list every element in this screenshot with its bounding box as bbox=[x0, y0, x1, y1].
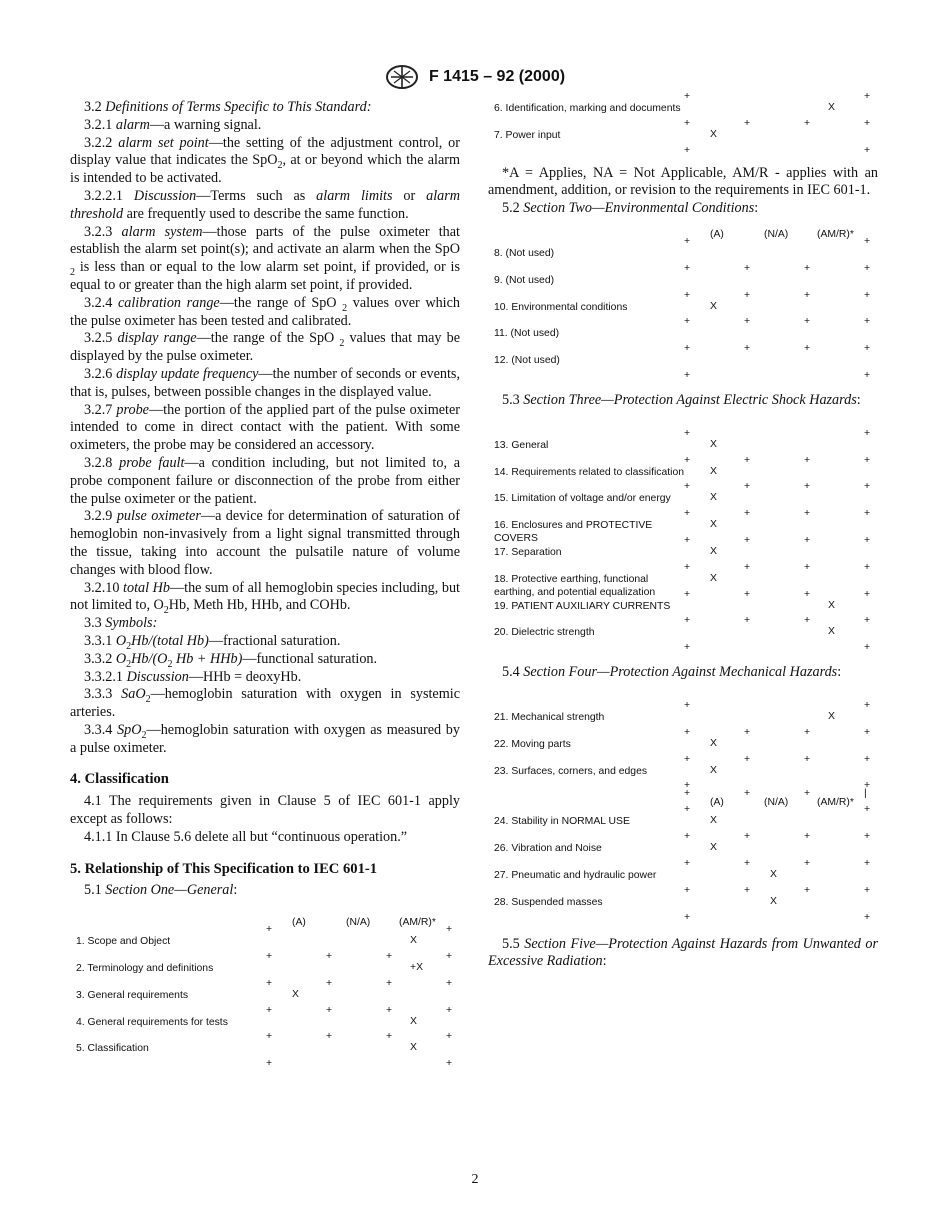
row-mark: X bbox=[710, 300, 717, 312]
section-heading: 4. Classification bbox=[70, 771, 169, 788]
row-mark: X bbox=[410, 935, 417, 947]
para: 4.1.1 In Clause 5.6 delete all but “continuous operation.” bbox=[84, 828, 408, 845]
plus-mark: + bbox=[864, 508, 871, 520]
compliance-table-section-four-a bbox=[488, 699, 878, 792]
plus-mark: + bbox=[684, 911, 691, 923]
column-header-na: (N/A) bbox=[764, 797, 789, 809]
para: 5.5 Section Five—Protection Against Hazards from Unwanted or Excessive Radiation: bbox=[488, 935, 879, 970]
row-mark: X bbox=[710, 572, 717, 584]
para: 3.3.1 $O_2Hb/(total$ Hb)—fractional saturation. bbox=[84, 632, 341, 652]
plus-mark: + bbox=[684, 289, 691, 301]
plus-mark: + bbox=[804, 753, 811, 765]
row-mark: X bbox=[828, 626, 835, 638]
row-label: 11. (Not used) bbox=[494, 328, 560, 340]
table-row bbox=[488, 434, 878, 461]
row-mark: X bbox=[710, 465, 717, 477]
row-mark: X bbox=[410, 1015, 417, 1027]
plus-mark: + bbox=[266, 1031, 273, 1043]
row-mark: X bbox=[710, 438, 717, 450]
column-header-a: (A) bbox=[710, 797, 724, 809]
table-row bbox=[488, 322, 878, 349]
row-label: 12. (Not used) bbox=[494, 355, 560, 367]
para: 3.3.2.1 Discussion—HHb = deoxyHb. bbox=[84, 668, 302, 685]
plus-mark: + bbox=[326, 1031, 333, 1043]
section-heading: 5. Relationship of This Specification to IEC 601-1 bbox=[70, 860, 378, 877]
plus-mark: + bbox=[266, 924, 273, 936]
plus-mark: + bbox=[684, 615, 691, 627]
row-label: 26. Vibration and Noise bbox=[494, 843, 602, 855]
plus-mark: + bbox=[744, 561, 751, 573]
para: 5.4 Section Four—Protection Against Mechanical Hazards: bbox=[502, 664, 842, 681]
table-row bbox=[488, 487, 878, 514]
row-label: 3. General requirements bbox=[76, 989, 189, 1001]
column-header-amr: (AM/R)* bbox=[399, 917, 436, 929]
plus-mark: + bbox=[804, 262, 811, 274]
table-header-row bbox=[488, 794, 878, 810]
plus-mark: + bbox=[266, 977, 273, 989]
row-mark: X bbox=[770, 895, 777, 907]
table-row bbox=[488, 461, 878, 488]
plus-mark: + bbox=[864, 588, 871, 600]
compliance-table-section-one bbox=[70, 914, 460, 1070]
column-header-na: (N/A) bbox=[764, 228, 789, 240]
plus-mark: + bbox=[804, 788, 811, 800]
plus-mark: + bbox=[684, 726, 691, 738]
plus-mark: + bbox=[804, 884, 811, 896]
plus-mark: + bbox=[684, 117, 691, 129]
plus-mark: + bbox=[864, 481, 871, 493]
compliance-table-section-three bbox=[488, 427, 878, 654]
row-label: 16. Enclosures and PROTECTIVE COVERS bbox=[494, 520, 653, 545]
plus-mark: + bbox=[864, 780, 871, 792]
plus-mark: + bbox=[864, 117, 871, 129]
para: 5.1 Section One—General: bbox=[84, 882, 238, 899]
row-label: 21. Mechanical strength bbox=[494, 711, 605, 723]
para: 3.3.2 $O_2Hb/(O_2$ Hb + HHb)—functional saturation. bbox=[84, 650, 378, 670]
row-mark: X bbox=[710, 128, 717, 140]
page-header bbox=[0, 64, 950, 90]
plus-mark: + bbox=[864, 454, 871, 466]
plus-mark: + bbox=[804, 561, 811, 573]
row-mark: X bbox=[710, 737, 717, 749]
plus-mark: + bbox=[804, 316, 811, 328]
plus-mark: + bbox=[684, 369, 691, 381]
row-label: 15. Limitation of voltage and/or energy bbox=[494, 493, 671, 505]
plus-mark: + bbox=[684, 235, 691, 247]
column-header-na: (N/A) bbox=[346, 917, 371, 929]
row-label: 19. PATIENT AUXILIARY CURRENTS bbox=[494, 600, 671, 612]
column-header-amr: (AM/R)* bbox=[817, 797, 854, 809]
row-mark: X bbox=[410, 1042, 417, 1054]
row-mark: X bbox=[710, 815, 717, 827]
para: 5.2 Section Two—Environmental Conditions: bbox=[502, 200, 759, 217]
row-label: 27. Pneumatic and hydraulic power bbox=[494, 869, 657, 881]
plus-mark: + bbox=[684, 427, 691, 439]
plus-mark: + bbox=[864, 831, 871, 843]
para: 3.2.10 total Hb—the sum of all hemoglobin species including, but not limited to, $O_2Hb$, Meth Hb, HHb, and COHb. bbox=[70, 579, 460, 617]
para: 5.3 Section Three—Protection Against Electric Shock Hazards: bbox=[502, 391, 861, 408]
row-label: 4. General requirements for tests bbox=[76, 1016, 228, 1028]
row-label: 17. Separation bbox=[494, 546, 562, 558]
plus-mark: + bbox=[744, 117, 751, 129]
plus-mark: + bbox=[266, 951, 273, 963]
row-label: 22. Moving parts bbox=[494, 738, 571, 750]
plus-mark: + bbox=[684, 561, 691, 573]
row-mark: X bbox=[292, 988, 299, 1000]
plus-mark: + bbox=[804, 289, 811, 301]
page-number: 2 bbox=[471, 1172, 479, 1187]
compliance-table-section-two bbox=[488, 226, 878, 381]
plus-mark: + bbox=[684, 316, 691, 328]
plus-mark: + bbox=[684, 481, 691, 493]
para: 3.2.1 alarm—a warning signal. bbox=[84, 116, 262, 133]
para: 3.2.4 calibration range—the range of SpO $_2$ values over which the pulse oximeter has been tested and calibrated. bbox=[70, 294, 461, 329]
column-header-amr: (AM/R)* bbox=[817, 228, 854, 240]
plus-mark: + bbox=[744, 316, 751, 328]
plus-mark: + bbox=[804, 588, 811, 600]
table-row bbox=[70, 1011, 460, 1038]
row-label: 20. Dielectric strength bbox=[494, 627, 595, 639]
plus-mark: + bbox=[744, 481, 751, 493]
plus-mark: + bbox=[684, 91, 691, 102]
plus-mark: + bbox=[864, 561, 871, 573]
plus-mark: + bbox=[684, 144, 691, 156]
plus-mark: + bbox=[684, 780, 691, 792]
plus-mark: + bbox=[684, 508, 691, 520]
plus-mark: + bbox=[864, 534, 871, 546]
plus-mark: + bbox=[744, 289, 751, 301]
plus-mark: + bbox=[804, 726, 811, 738]
plus-mark: + bbox=[684, 831, 691, 843]
para: 3.3 Symbols: bbox=[84, 615, 158, 632]
plus-mark: + bbox=[684, 804, 691, 816]
right-column bbox=[488, 91, 879, 971]
plus-mark: + bbox=[744, 753, 751, 765]
plus-mark: + bbox=[446, 977, 453, 989]
plus-mark: + bbox=[864, 289, 871, 301]
standard-title: F 1415 – 92 (2000) bbox=[428, 68, 566, 85]
row-label: 13. General bbox=[494, 439, 549, 451]
table-row bbox=[70, 1037, 460, 1064]
plus-mark: + bbox=[744, 788, 751, 800]
table-row bbox=[488, 541, 878, 568]
plus-mark: + bbox=[864, 316, 871, 328]
plus-mark: + bbox=[684, 699, 691, 711]
row-label: 28. Suspended masses bbox=[494, 896, 603, 908]
row-label: 14. Requirements related to classification bbox=[494, 466, 685, 478]
plus-mark: + bbox=[864, 753, 871, 765]
plus-mark: + bbox=[684, 788, 691, 800]
para: 3.3.4 SpO$_2$—hemoglobin saturation with oxygen as measured by a pulse oximeter. bbox=[70, 721, 460, 756]
plus-mark: + bbox=[864, 911, 871, 923]
plus-mark: + bbox=[864, 857, 871, 869]
table-row bbox=[70, 957, 460, 984]
plus-mark: + bbox=[804, 615, 811, 627]
plus-mark: + bbox=[804, 454, 811, 466]
row-mark: X bbox=[710, 842, 717, 854]
plus-mark: + bbox=[804, 831, 811, 843]
table-row bbox=[488, 891, 878, 918]
plus-mark: + bbox=[684, 534, 691, 546]
table-row bbox=[488, 568, 878, 598]
plus-mark: + bbox=[744, 343, 751, 355]
plus-mark: + bbox=[326, 977, 333, 989]
plus-mark: + bbox=[864, 369, 871, 381]
plus-mark: + bbox=[446, 924, 453, 936]
row-label: 5. Classification bbox=[76, 1043, 149, 1055]
plus-mark: + bbox=[744, 588, 751, 600]
row-mark: X bbox=[710, 519, 717, 531]
plus-mark: + bbox=[804, 117, 811, 129]
plus-mark: + bbox=[446, 1031, 453, 1043]
plus-mark: + bbox=[804, 534, 811, 546]
plus-mark: + bbox=[804, 857, 811, 869]
row-label: 9. (Not used) bbox=[494, 274, 555, 286]
para: 3.2.3 alarm system—those parts of the pulse oximeter that establish the alarm set point(s); and activate an alarm when the SpO $_2$ is less than or equal to the low alarm set point, if provided, or is equal to or greater than the high alarm set point, if provided. bbox=[70, 223, 460, 293]
plus-mark: + bbox=[864, 615, 871, 627]
plus-mark: + bbox=[864, 699, 871, 711]
table-row bbox=[488, 97, 878, 124]
left-column bbox=[70, 99, 461, 1070]
row-label: 10. Environmental conditions bbox=[494, 301, 628, 313]
row-label: 18. Protective earthing, functional earthing, and potential equalization bbox=[494, 573, 656, 598]
plus-mark: + bbox=[864, 427, 871, 439]
plus-mark: + bbox=[804, 481, 811, 493]
table-row bbox=[488, 296, 878, 323]
para: 3.2.5 display range—the range of the SpO $_2$ values that may be displayed by the pulse oximeter. bbox=[70, 330, 460, 365]
column-header-a: (A) bbox=[710, 228, 724, 240]
row-mark: X bbox=[828, 710, 835, 722]
table-header-row bbox=[488, 226, 878, 242]
plus-mark: + bbox=[744, 831, 751, 843]
row-label: 7. Power input bbox=[494, 129, 561, 141]
para: 3.2.8 probe fault—a condition including, but not limited to, a probe component failure or disconnection of the probe from either the pulse oximeter or the patient. bbox=[70, 454, 461, 507]
plus-mark: + bbox=[864, 804, 871, 816]
para: 3.2 Definitions of Terms Specific to This Standard: bbox=[84, 99, 372, 115]
plus-mark: + bbox=[326, 951, 333, 963]
astm-logo-icon bbox=[385, 64, 419, 90]
plus-mark: + bbox=[266, 1058, 273, 1070]
table-row bbox=[488, 733, 878, 760]
footnote: *A = Applies, NA = Not Applicable, AM/R - applies with an amendment, addition, or revision to the requirements in IEC 601-1. bbox=[488, 164, 878, 199]
para: 3.2.7 probe—the portion of the applied part of the pulse oximeter intended to come in direct contact with the patient. With some oximeters, the probe may be considered an accessory. bbox=[70, 401, 461, 454]
row-mark: +X bbox=[410, 962, 423, 974]
plus-mark: + bbox=[744, 857, 751, 869]
plus-mark: + bbox=[386, 1031, 393, 1043]
table-row bbox=[488, 269, 878, 296]
table-row bbox=[488, 810, 878, 837]
para: 3.3.3 SaO$_2$—hemoglobin saturation with oxygen in systemic arteries. bbox=[70, 686, 460, 721]
table-row bbox=[488, 706, 878, 733]
para: 3.2.9 pulse oximeter—a device for determination of saturation of hemoglobin non-invasively from a light signal transmitted through the tissue, taking into account the pulsatile nature of volume changes with blood flow. bbox=[70, 508, 460, 578]
plus-mark: + bbox=[684, 262, 691, 274]
plus-mark: + bbox=[446, 951, 453, 963]
plus-mark: + bbox=[684, 343, 691, 355]
plus-mark: + bbox=[744, 884, 751, 896]
plus-mark: + bbox=[744, 726, 751, 738]
para: 3.2.6 display update frequency—the number of seconds or events, that is, pulses, between possible changes in the displayed value. bbox=[70, 365, 460, 400]
row-label: 1. Scope and Object bbox=[76, 936, 171, 948]
plus-mark: + bbox=[386, 977, 393, 989]
plus-mark: + bbox=[744, 262, 751, 274]
row-mark: X bbox=[710, 545, 717, 557]
plus-mark: + bbox=[864, 726, 871, 738]
plus-mark: + bbox=[684, 454, 691, 466]
plus-mark: + bbox=[864, 884, 871, 896]
row-mark: X bbox=[770, 868, 777, 880]
row-mark: X bbox=[828, 599, 835, 611]
plus-mark: + bbox=[684, 753, 691, 765]
plus-mark: + bbox=[266, 1004, 273, 1016]
plus-mark: + bbox=[446, 1004, 453, 1016]
table-row bbox=[488, 864, 878, 891]
plus-mark: + bbox=[864, 91, 871, 102]
table-row bbox=[488, 514, 878, 545]
para: 3.2.2.1 Discussion—Terms such as alarm limits or alarm threshold are frequently used to describe the same function. bbox=[70, 187, 460, 222]
para: 4.1 The requirements given in Clause 5 of IEC 601-1 apply except as follows: bbox=[70, 793, 460, 828]
table-header-row bbox=[70, 914, 460, 930]
row-label: 24. Stability in NORMAL USE bbox=[494, 816, 630, 828]
table-row bbox=[488, 124, 878, 151]
compliance-table-continued bbox=[488, 91, 878, 156]
table-row bbox=[70, 930, 460, 957]
plus-mark: + bbox=[446, 1058, 453, 1070]
row-label: 2. Terminology and definitions bbox=[76, 963, 214, 975]
plus-mark: + bbox=[744, 534, 751, 546]
column-header-a: (A) bbox=[292, 917, 306, 929]
plus-mark: + bbox=[386, 1004, 393, 1016]
plus-mark: + bbox=[744, 454, 751, 466]
plus-mark: + bbox=[684, 884, 691, 896]
table-row bbox=[488, 837, 878, 864]
row-mark: X bbox=[828, 102, 835, 113]
plus-mark: + bbox=[864, 144, 871, 156]
plus-mark: + bbox=[326, 1004, 333, 1016]
plus-mark: + bbox=[864, 262, 871, 274]
plus-mark: + bbox=[864, 235, 871, 247]
table-row bbox=[488, 242, 878, 269]
row-mark: X bbox=[710, 764, 717, 776]
para: 3.2.2 alarm set point—the setting of the adjustment control, or display value that indicates the SpO$_2$, at or beyond which the alarm is intended to be activated. bbox=[70, 134, 461, 187]
row-label: 8. (Not used) bbox=[494, 247, 555, 259]
plus-mark: + bbox=[684, 642, 691, 654]
table-row bbox=[488, 349, 878, 376]
table-row bbox=[488, 595, 878, 622]
plus-mark: + bbox=[804, 343, 811, 355]
row-mark: X bbox=[710, 492, 717, 504]
plus-mark: + bbox=[864, 642, 871, 654]
plus-mark: + bbox=[744, 508, 751, 520]
compliance-table-section-four-b bbox=[488, 788, 878, 923]
row-label: 6. Identification, marking and documents bbox=[494, 103, 681, 114]
plus-mark: + bbox=[684, 857, 691, 869]
plus-mark: + bbox=[804, 508, 811, 520]
plus-mark: + bbox=[684, 588, 691, 600]
plus-mark: + bbox=[864, 343, 871, 355]
plus-mark: + bbox=[386, 951, 393, 963]
table-row bbox=[488, 760, 878, 787]
plus-mark: + bbox=[744, 615, 751, 627]
row-label: 23. Surfaces, corners, and edges bbox=[494, 765, 648, 777]
pipe-mark: | bbox=[864, 788, 867, 800]
table-row bbox=[70, 984, 460, 1011]
table-row bbox=[488, 621, 878, 648]
